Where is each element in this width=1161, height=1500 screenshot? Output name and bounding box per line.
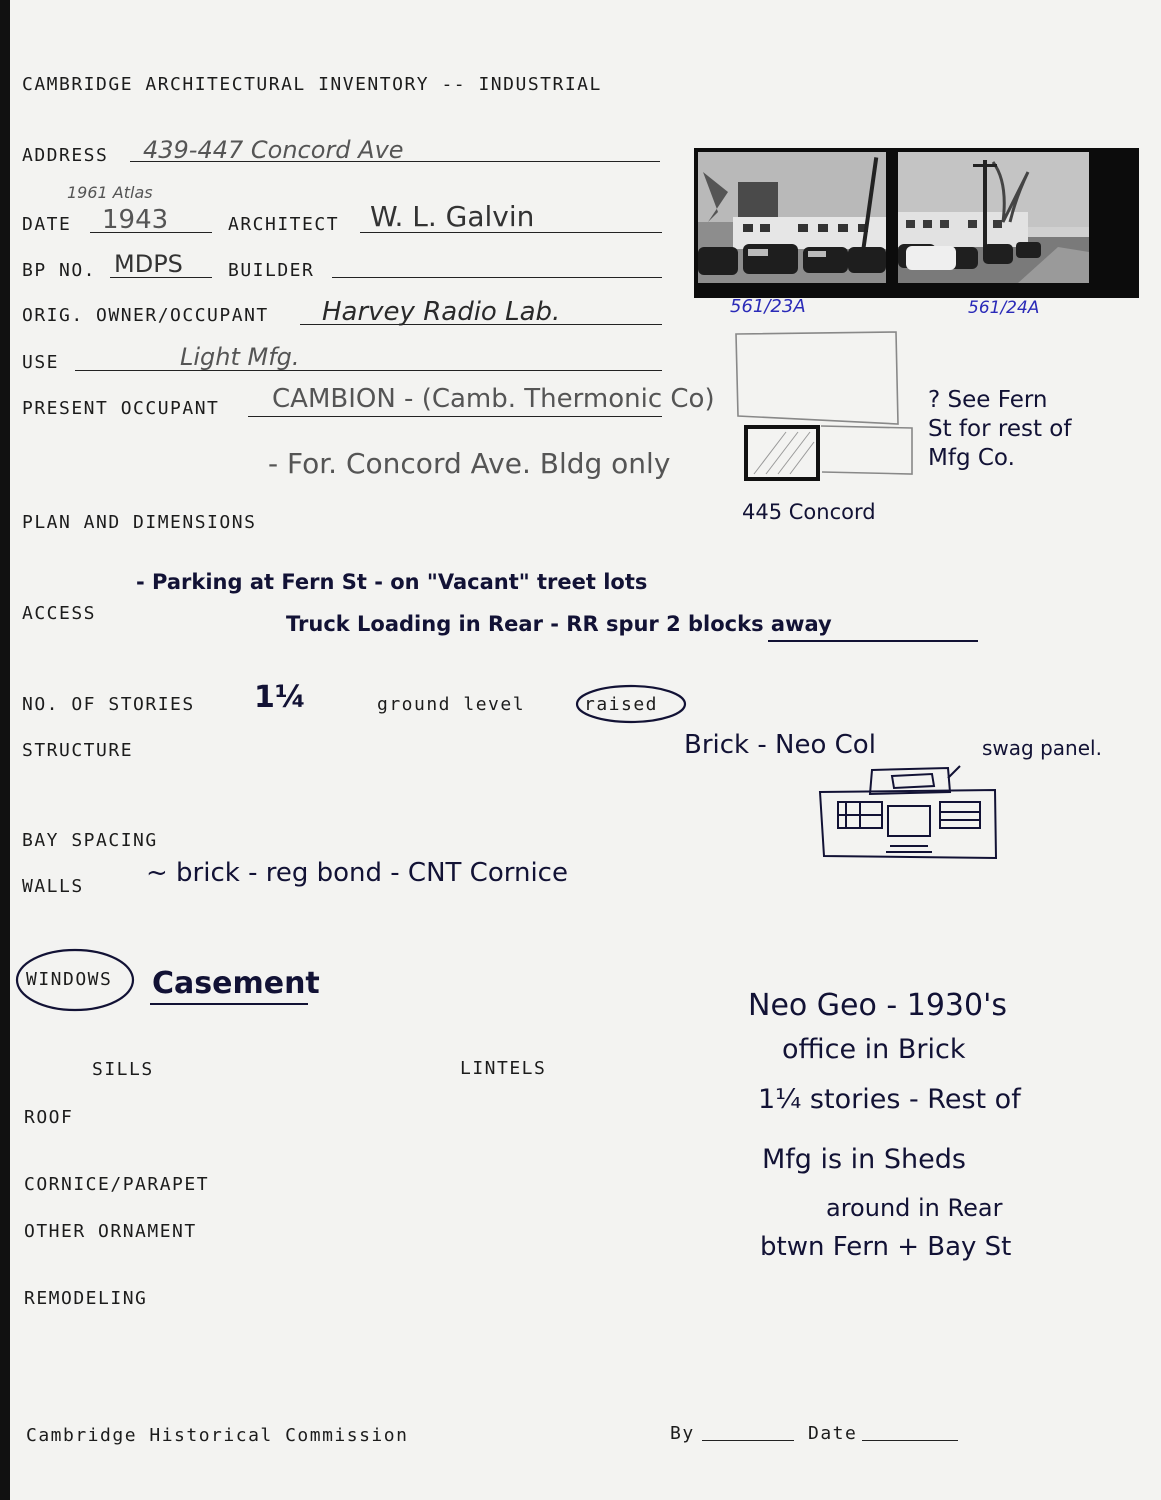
note-line-5: around in Rear xyxy=(826,1194,1003,1222)
ground-level-label: ground level xyxy=(377,694,526,715)
bay-spacing-label: BAY SPACING xyxy=(22,830,158,851)
raised-circle xyxy=(574,682,692,726)
form-title: CAMBRIDGE ARCHITECTURAL INVENTORY -- INDUSTRIAL xyxy=(22,74,602,95)
roof-label: ROOF xyxy=(24,1107,74,1128)
address-value: 439-447 Concord Ave xyxy=(143,136,404,164)
photo-strip xyxy=(694,148,1139,298)
present-occupant-note: - For. Concord Ave. Bldg only xyxy=(268,447,671,480)
plan-label-handwritten: 445 Concord xyxy=(742,500,876,524)
present-occupant-line xyxy=(248,416,662,417)
address-label: ADDRESS xyxy=(22,145,109,166)
photo-2-id: 561/24A xyxy=(968,298,1040,318)
orig-owner-value: Harvey Radio Lab. xyxy=(322,297,561,327)
use-value: Light Mfg. xyxy=(180,343,300,371)
plan-label: PLAN AND DIMENSIONS xyxy=(22,512,257,533)
raised-option: raised xyxy=(584,694,659,715)
structure-value: Brick - Neo Col xyxy=(684,730,876,760)
note-line-4: Mfg is in Sheds xyxy=(762,1144,966,1175)
architect-value: W. L. Galvin xyxy=(370,200,535,233)
architect-label: ARCHITECT xyxy=(228,214,340,235)
access-label: ACCESS xyxy=(22,603,97,624)
date-note: 1961 Atlas xyxy=(67,183,153,202)
date-footer-line xyxy=(862,1440,958,1441)
scan-edge xyxy=(0,0,10,1500)
plan-note: ? See Fern St for rest of Mfg Co. xyxy=(928,387,1072,471)
ornament-label: OTHER ORNAMENT xyxy=(24,1221,197,1242)
windows-underline xyxy=(150,1003,308,1005)
access-line-1: - Parking at Fern St - on "Vacant" treet lots xyxy=(136,570,648,594)
structure-note: swag panel. xyxy=(982,736,1102,760)
date-label: DATE xyxy=(22,214,72,235)
note-line-6: btwn Fern + Bay St xyxy=(760,1232,1012,1262)
by-label: By xyxy=(670,1423,695,1444)
site-plan-sketch xyxy=(726,324,926,484)
stories-label: NO. OF STORIES xyxy=(22,694,195,715)
note-line-1: Neo Geo - 1930's xyxy=(748,988,1007,1023)
orig-owner-label: ORIG. OWNER/OCCUPANT xyxy=(22,305,269,326)
bp-no-value: MDPS xyxy=(114,250,183,278)
note-line-2: office in Brick xyxy=(782,1034,966,1065)
present-occupant-value: CAMBION - (Camb. Thermonic Co) xyxy=(272,384,715,414)
use-line xyxy=(75,370,662,371)
cornice-label: CORNICE/PARAPET xyxy=(24,1174,210,1195)
note-line-3: 1¼ stories - Rest of xyxy=(758,1084,1021,1115)
access-line-2: Truck Loading in Rear - RR spur 2 blocks away xyxy=(286,612,832,636)
walls-label: WALLS xyxy=(22,876,84,897)
bp-no-label: BP NO. xyxy=(22,260,97,281)
by-line xyxy=(702,1440,794,1441)
date-footer-label: Date xyxy=(808,1423,858,1444)
footer-org: Cambridge Historical Commission xyxy=(26,1425,409,1446)
use-label: USE xyxy=(22,352,60,373)
facade-sketch xyxy=(810,762,1000,862)
windows-value: Casement xyxy=(152,966,320,1001)
windows-circle xyxy=(12,944,142,1016)
structure-label: STRUCTURE xyxy=(22,740,134,761)
windows-label: WINDOWS xyxy=(26,969,113,990)
access-underline xyxy=(768,640,978,642)
photo-1-id: 561/23A xyxy=(730,296,806,317)
lintels-label: LINTELS xyxy=(460,1058,547,1079)
walls-value: ~ brick - reg bond - CNT Cornice xyxy=(146,858,568,888)
builder-label: BUILDER xyxy=(228,260,315,281)
photo-1 xyxy=(698,152,886,283)
remodeling-label: REMODELING xyxy=(24,1288,148,1309)
date-value: 1943 xyxy=(102,205,169,235)
present-occupant-label: PRESENT OCCUPANT xyxy=(22,398,220,419)
sills-label: SILLS xyxy=(92,1059,154,1080)
stories-value: 1¼ xyxy=(254,680,306,715)
photo-2 xyxy=(898,152,1089,283)
builder-line xyxy=(332,277,662,278)
